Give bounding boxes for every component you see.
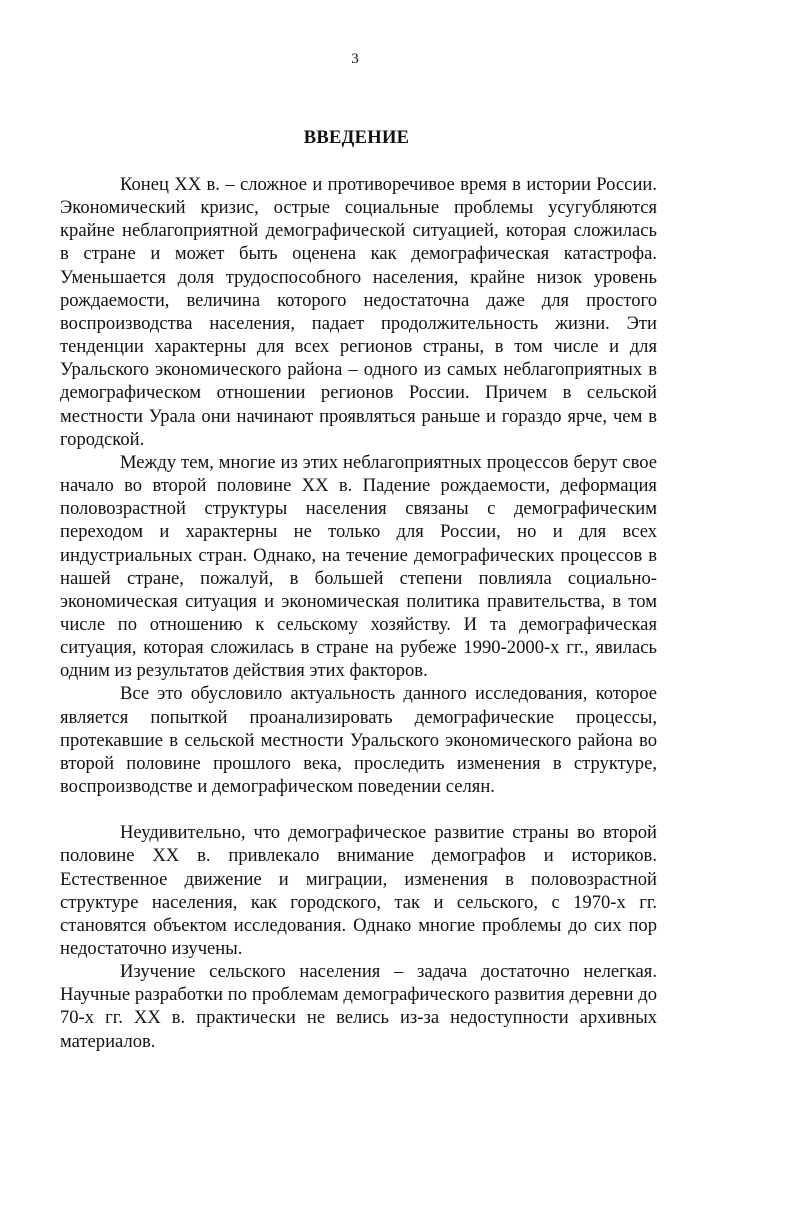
paragraph-3: Все это обусловило актуальность данного исследования, которое является попыткой проанализировать демографические процессы, протекавшие в сельской местности Уральского экономического района во второй половине прошлого века, проследить изменения в структуре, воспроизводстве и демографическом поведении селян. — [60, 683, 657, 798]
section-heading: ВВЕДЕНИЕ — [303, 128, 410, 148]
paragraph-5: Изучение сельского населения – задача достаточно нелегкая. Научные разработки по проблемам демографического развития деревни до 70-х гг. XX в. практически не велись из-за недоступности архивных материалов. — [60, 961, 657, 1052]
paragraph-4: Неудивительно, что демографическое развитие страны во второй половине XX в. привлекало внимание демографов и историков. Естественное движение и миграции, изменения в половозрастной структуре населения, как городского, так и сельского, с 1970-х гг. становятся объектом исследования. Однако многие проблемы до сих пор недостаточно изучены. — [60, 822, 657, 959]
body-text — [60, 173, 657, 1053]
paragraph-2: Между тем, многие из этих неблагоприятных процессов берут свое начало во второй половине XX в. Падение рождаемости, деформация половозрастной структуры населения связаны с демографическим переходом и характерны не только для России, но и для всех индустриальных стран. Однако, на течение демографических процессов в нашей стране, пожалуй, в большей степени повлияла социально-экономическая ситуация и экономическая политика правительства, в том числе по отношению к сельскому хозяйству. И та демографическая ситуация, которая сложилась в стране на рубеже 1990-2000-х гг., явилась одним из результатов действия этих факторов. — [60, 451, 657, 682]
paragraph-1: Конец XX в. – сложное и противоречивое время в истории России. Экономический кризис, острые социальные проблемы усугубляются крайне неблагоприятной демографической ситуацией, которая сложилась в стране и может быть оценена как демографическая катастрофа. Уменьшается доля трудоспособного населения, крайне низок уровень рождаемости, величина которого недостаточна даже для простого воспроизводства населения, падает продолжительность жизни. Эти тенденции характерны для всех регионов страны, в том числе и для Уральского экономического района – одного из самых неблагоприятных в демографическом отношении регионов России. Причем в сельской местности Урала они начинают проявляться раньше и гораздо ярче, чем в городской. — [60, 174, 657, 450]
page-number: 3 — [351, 51, 359, 67]
